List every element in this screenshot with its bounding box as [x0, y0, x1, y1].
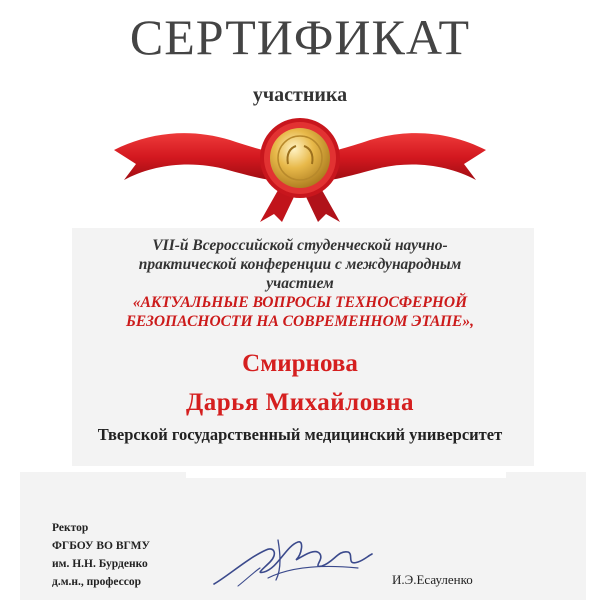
certificate-title: СЕРТИФИКАТ: [129, 9, 471, 65]
ribbon-emblem: [110, 110, 490, 222]
conference-theme-2: БЕЗОПАСНОСТИ НА СОВРЕМЕННОМ ЭТАПЕ»,: [126, 313, 474, 330]
rector-title-block: [52, 519, 222, 591]
rector-line-4: д.м.н., профессор: [52, 576, 141, 588]
conference-line-2: практической конференции с международным: [138, 256, 462, 273]
conference-line-3: участием: [266, 275, 334, 292]
rector-line-3: им. Н.Н. Бурденко: [52, 558, 148, 570]
handwritten-signature: [208, 528, 378, 590]
recipient-university: Тверской государственный медицинский университет: [97, 425, 503, 444]
conference-description: [80, 236, 520, 331]
signer-name: И.Э.Есауленко: [392, 572, 473, 587]
panel-divider: [186, 466, 506, 478]
recipient-given-name: Дарья Михайловна: [186, 389, 414, 416]
certificate-subtitle: участника: [252, 84, 348, 106]
rector-line-2: ФГБОУ ВО ВГМУ: [52, 540, 150, 552]
conference-theme-1: «АКТУАЛЬНЫЕ ВОПРОСЫ ТЕХНОСФЕРНОЙ: [132, 294, 468, 311]
recipient-surname: Смирнова: [242, 350, 358, 377]
rector-line-1: Ректор: [52, 522, 89, 534]
conference-line-1: VII-й Всероссийской студенческой научно-: [152, 237, 448, 254]
gold-medal-icon: [270, 128, 330, 188]
